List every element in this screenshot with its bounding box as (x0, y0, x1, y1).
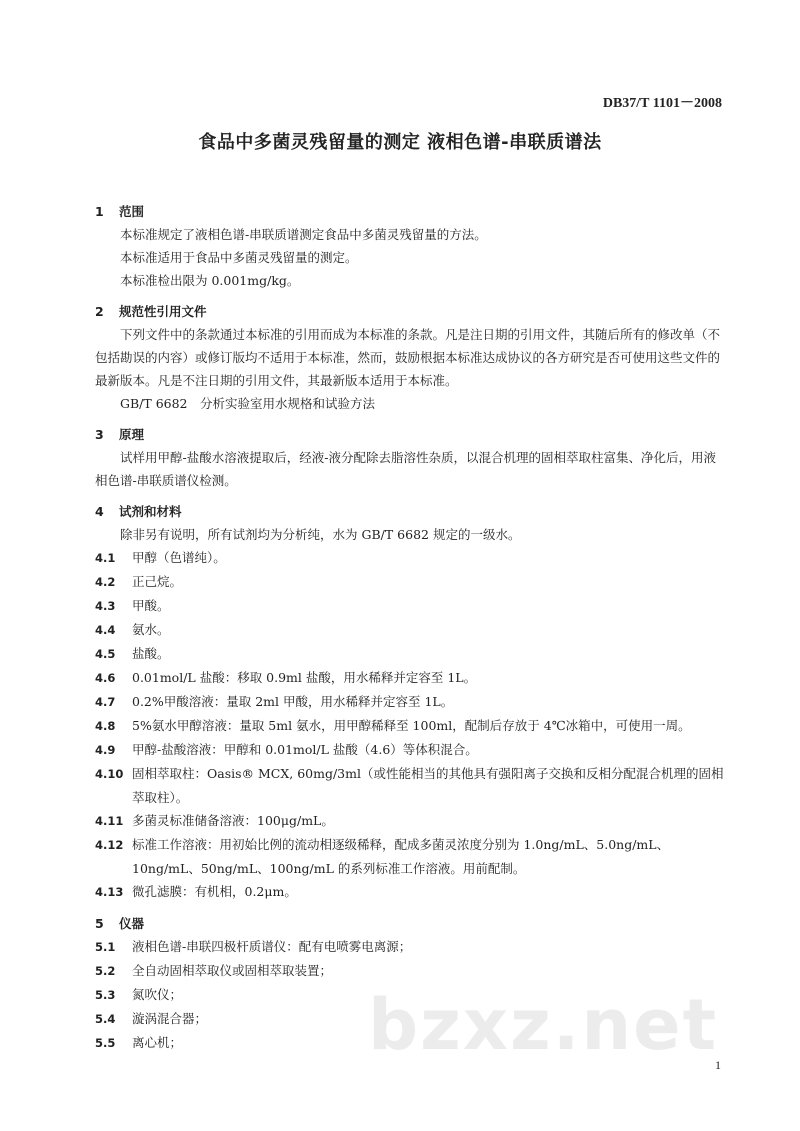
section-title: 范围 (119, 204, 145, 219)
clause-item (95, 833, 725, 880)
clause-number: 4.12 (95, 838, 124, 852)
clause-number: 4.7 (95, 695, 116, 709)
clause-text: 甲醇-盐酸溶液：甲醇和 0.01mol/L 盐酸（4.6）等体积混合。 (132, 742, 478, 757)
clause-text: 多菌灵标准储备溶液：100μg/mL。 (132, 813, 334, 828)
clause-item (95, 690, 725, 714)
clause-text: 盐酸。 (132, 646, 170, 661)
clause-item (95, 714, 725, 738)
clause-item (95, 880, 725, 904)
clause-text: 微孔滤膜：有机相，0.2μm。 (132, 884, 297, 899)
section-number: 3 (95, 427, 104, 442)
section-title: 仪器 (119, 916, 145, 931)
clause-text: 离心机； (132, 1035, 183, 1050)
document-title: 食品中多菌灵残留量的测定 液相色谱-串联质谱法 (198, 132, 602, 153)
section-heading (95, 912, 725, 935)
document-body (95, 200, 725, 1066)
paragraph: 下列文件中的条款通过本标准的引用而成为本标准的条款。凡是注日期的引用文件，其随后所有的修改单（不包括勘误的内容）或修订版均不适用于本标准，然而，鼓励根据本标准达成协议的各方研究是否可使用这些文件的最新版本。凡是不注日期的引用文件，其最新版本适用于本标准。 (95, 327, 721, 388)
clause-number: 4.10 (95, 767, 124, 781)
section-number: 2 (95, 304, 104, 319)
clause-text: 5%氨水甲醇溶液：量取 5ml 氨水，用甲醇稀释至 100ml，配制后存放于 4℃冰箱中，可使用一周。 (132, 718, 691, 733)
section-heading (95, 423, 725, 446)
section-1 (95, 200, 725, 292)
clause-text: 固相萃取柱：Oasis® MCX, 60mg/3ml（或性能相当的其他具有强阳离子交换和反相分配混合机理的固相萃取柱）。 (132, 766, 724, 805)
section-number: 4 (95, 504, 104, 519)
clause-text: 氮吹仪； (132, 987, 183, 1002)
clause-number: 5.4 (95, 1012, 116, 1026)
paragraph: GB/T 6682 分析实验室用水规格和试验方法 (120, 396, 376, 411)
section-title: 规范性引用文件 (119, 304, 207, 319)
clause-number: 4.5 (95, 647, 116, 661)
clause-number: 4.9 (95, 743, 116, 757)
section-heading (95, 300, 725, 323)
section-2 (95, 300, 725, 415)
clause-number: 4.6 (95, 671, 116, 685)
section-title: 试剂和材料 (119, 504, 182, 519)
clause-text: 液相色谱-串联四极杆质谱仪：配有电喷雾电离源； (132, 939, 412, 954)
clause-text: 标准工作溶液：用初始比例的流动相逐级稀释，配成多菌灵浓度分别为 1.0ng/mL、5.0ng/mL、10ng/mL、50ng/mL、100ng/mL 的系列标准工作溶液。用前配制。 (132, 837, 670, 876)
section-number: 5 (95, 916, 104, 931)
clause-item (95, 935, 725, 959)
section-title: 原理 (119, 427, 145, 442)
clause-item (95, 738, 725, 762)
clause-text: 0.2%甲酸溶液：量取 2ml 甲酸，用水稀释并定容至 1L。 (132, 694, 454, 709)
clause-number: 4.4 (95, 623, 116, 637)
section-3 (95, 423, 725, 492)
clause-number: 4.2 (95, 575, 116, 589)
page-number: 1 (715, 1058, 721, 1072)
clause-number: 4.13 (95, 885, 124, 899)
clause-number: 4.1 (95, 551, 116, 565)
clause-text: 全自动固相萃取仪或固相萃取装置； (132, 963, 333, 978)
clause-number: 5.1 (95, 940, 116, 954)
clause-item (95, 762, 725, 809)
clause-number: 5.3 (95, 988, 116, 1002)
standard-code: DB37/T 1101－2008 (602, 96, 722, 111)
section-number: 1 (95, 204, 104, 219)
clause-text: 氨水。 (132, 622, 170, 637)
section-heading (95, 200, 725, 223)
section-4 (95, 500, 725, 904)
clause-number: 5.5 (95, 1036, 116, 1050)
clause-item (95, 642, 725, 666)
watermark: bzxz.net (368, 984, 719, 1066)
clause-number: 4.3 (95, 599, 116, 613)
clause-item (95, 809, 725, 833)
clause-text: 甲酸。 (132, 598, 170, 613)
paragraph: 本标准检出限为 0.001mg/kg。 (120, 273, 300, 288)
clause-number: 5.2 (95, 964, 116, 978)
paragraph: 试样用甲醇-盐酸水溶液提取后，经液-液分配除去脂溶性杂质，以混合机理的固相萃取柱富集、净化后，用液相色谱-串联质谱仪检测。 (95, 450, 716, 488)
paragraph: 本标准适用于食品中多菌灵残留量的测定。 (120, 250, 358, 265)
clause-number: 4.11 (95, 814, 124, 828)
section-heading (95, 500, 725, 523)
clause-item (95, 618, 725, 642)
clause-item (95, 959, 725, 983)
clause-item (95, 546, 725, 570)
clause-text: 甲醇（色谱纯）。 (132, 550, 226, 565)
clause-number: 4.8 (95, 719, 116, 733)
clause-text: 漩涡混合器； (132, 1011, 208, 1026)
clause-item (95, 594, 725, 618)
clause-item (95, 570, 725, 594)
clause-text: 正己烷。 (132, 574, 183, 589)
paragraph: 除非另有说明，所有试剂均为分析纯，水为 GB/T 6682 规定的一级水。 (120, 527, 521, 542)
paragraph: 本标准规定了液相色谱-串联质谱测定食品中多菌灵残留量的方法。 (120, 227, 487, 242)
clause-item (95, 666, 725, 690)
clause-text: 0.01mol/L 盐酸：移取 0.9ml 盐酸，用水稀释并定容至 1L。 (132, 670, 477, 685)
